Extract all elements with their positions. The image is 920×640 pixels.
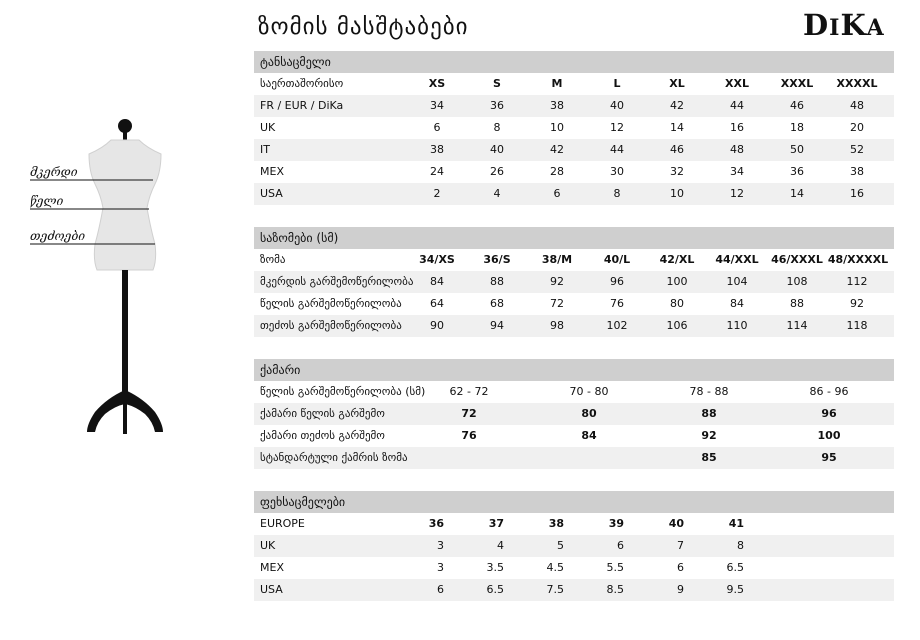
header-cell: XXXL	[780, 77, 814, 90]
shoes-section	[254, 491, 894, 601]
header-cell: 48/XXXXL	[827, 253, 889, 266]
table-cell: 24	[430, 165, 444, 178]
table-cell: 8	[493, 121, 501, 134]
table-cell: 28	[550, 165, 564, 178]
row-label: MEX	[260, 165, 284, 178]
header-cell: S	[493, 77, 501, 90]
brand-logo-k: K	[840, 8, 867, 42]
table-cell: 26	[490, 165, 504, 178]
table-cell: 48	[730, 143, 744, 156]
table-cell: 48	[850, 99, 864, 112]
table-cell: 52	[850, 143, 864, 156]
table-cell: 40	[610, 99, 624, 112]
table-cell: 8.5	[606, 583, 624, 596]
row-label: IT	[260, 143, 270, 156]
table-row	[254, 293, 894, 315]
row-label: USA	[260, 187, 283, 200]
table-row	[254, 183, 894, 205]
table-cell: 40	[668, 517, 684, 530]
table-cell: 92	[701, 429, 717, 442]
row-label: ქამარი წელის გარშემო	[260, 407, 385, 420]
section-title: საზომები (სმ)	[254, 227, 894, 249]
table-cell: 39	[608, 517, 624, 530]
table-row	[254, 139, 894, 161]
table-cell: 34	[730, 165, 744, 178]
table-row	[254, 579, 894, 601]
row-label: წელის გარშემოწერილობა	[260, 297, 402, 310]
table-row	[254, 403, 894, 425]
table-cell: 6	[617, 539, 624, 552]
table-cell: 94	[490, 319, 504, 332]
header-cell: 62 - 72	[449, 385, 489, 398]
row-label: UK	[260, 539, 276, 552]
table-row	[254, 117, 894, 139]
label-hips: თეძოები	[30, 229, 86, 243]
section-title: ქამარი	[254, 359, 894, 381]
table-cell: 98	[550, 319, 564, 332]
label-waist: წელი	[30, 194, 64, 208]
table-cell: 100	[817, 429, 841, 442]
table-cell	[554, 447, 624, 469]
table-cell: 95	[821, 451, 837, 464]
mannequin-neck-post	[123, 130, 127, 140]
table-cell: 6	[677, 561, 684, 574]
mannequin-torso	[89, 140, 161, 270]
table-cell: 36	[428, 517, 444, 530]
table-cell: 3	[437, 539, 444, 552]
table-cell: 68	[490, 297, 504, 310]
table-cell: 50	[790, 143, 804, 156]
header-cell: 70 - 80	[569, 385, 609, 398]
header-cell: M	[551, 77, 563, 90]
header-cell: 36/S	[483, 253, 511, 266]
table-cell: 36	[490, 99, 504, 112]
table-cell: 6.5	[726, 561, 744, 574]
table-cell: 34	[430, 99, 444, 112]
header-cell: 34/XS	[419, 253, 455, 266]
mannequin-stand-center	[123, 396, 127, 434]
table-cell: 80	[581, 407, 597, 420]
table-cell: 4	[493, 187, 501, 200]
table-cell: 8	[613, 187, 621, 200]
row-label: EUROPE	[260, 517, 305, 530]
table-cell: 96	[821, 407, 837, 420]
table-cell: 12	[730, 187, 744, 200]
header-cell: 46/XXXL	[771, 253, 823, 266]
table-cell: 76	[461, 429, 477, 442]
section-title: ტანსაცმელი	[254, 51, 894, 73]
row-label: ქამარი თეძოს გარშემო	[260, 429, 385, 442]
table-cell: 92	[550, 275, 564, 288]
row-label: სტანდარტული ქამრის ზომა	[260, 451, 408, 464]
table-cell: 42	[670, 99, 684, 112]
header-cell: 42/XL	[659, 253, 695, 266]
table-cell: 10	[550, 121, 564, 134]
table-cell: 118	[846, 319, 868, 332]
table-cell: 20	[850, 121, 864, 134]
table-cell: 12	[610, 121, 624, 134]
brand-logo-a: A	[866, 15, 885, 41]
table-cell: 30	[610, 165, 624, 178]
header-cell: 38/M	[541, 253, 573, 266]
table-cell: 64	[430, 297, 444, 310]
table-cell: 41	[728, 517, 744, 530]
table-cell: 5.5	[606, 561, 624, 574]
table-cell: 3	[437, 561, 444, 574]
brand-logo	[803, 8, 885, 42]
table-row	[254, 557, 894, 579]
clothing-section	[254, 51, 894, 205]
table-row	[254, 447, 894, 469]
table-cell: 38	[430, 143, 444, 156]
table-cell: 76	[610, 297, 624, 310]
table-cell: 85	[701, 451, 717, 464]
table-row	[254, 161, 894, 183]
table-cell: 2	[433, 187, 441, 200]
mannequin-illustration	[25, 112, 175, 442]
table-cell: 46	[670, 143, 684, 156]
row-label: FR / EUR / DiKa	[260, 99, 344, 112]
table-row	[254, 271, 894, 293]
table-cell: 36	[790, 165, 804, 178]
page-title: ზომის მასშტაბები	[258, 14, 469, 40]
table-cell: 16	[730, 121, 744, 134]
measurements-section	[254, 227, 894, 337]
table-cell: 44	[730, 99, 744, 112]
brand-logo-i: I	[829, 15, 841, 41]
table-cell: 5	[557, 539, 564, 552]
table-cell: 6	[437, 583, 444, 596]
table-cell: 7.5	[546, 583, 564, 596]
label-chest: მკერდი	[30, 165, 78, 179]
header-cell: L	[613, 77, 621, 90]
table-cell: 72	[461, 407, 477, 420]
mannequin-stand-left	[87, 390, 125, 432]
belt-section	[254, 359, 894, 469]
brand-logo-d: D	[803, 8, 830, 42]
header-cell: XXXXL	[836, 77, 878, 90]
table-cell: 6	[433, 121, 441, 134]
row-label: UK	[260, 121, 276, 134]
table-header-row	[254, 381, 894, 403]
row-label: MEX	[260, 561, 284, 574]
table-cell: 42	[550, 143, 564, 156]
table-cell: 96	[610, 275, 624, 288]
table-cell: 38	[550, 99, 564, 112]
table-cell: 104	[726, 275, 748, 288]
table-row	[254, 513, 894, 535]
table-cell: 16	[850, 187, 864, 200]
table-cell: 112	[846, 275, 868, 288]
table-cell: 8	[737, 539, 744, 552]
section-title: ფეხსაცმელები	[254, 491, 894, 513]
header-cell: 40/L	[603, 253, 631, 266]
header-cell: 44/XXL	[715, 253, 759, 266]
row-label: მკერდის გარშემოწერილობა	[260, 275, 414, 288]
row-label: საერთაშორისო	[260, 77, 344, 90]
header-cell: 78 - 88	[689, 385, 729, 398]
table-cell: 32	[670, 165, 684, 178]
table-cell: 84	[730, 297, 744, 310]
table-row	[254, 315, 894, 337]
row-label: თეძოს გარშემოწერილობა	[260, 319, 402, 332]
table-cell: 38	[548, 517, 564, 530]
table-cell: 38	[850, 165, 864, 178]
table-cell: 88	[701, 407, 717, 420]
table-header-row	[254, 249, 894, 271]
table-cell: 108	[786, 275, 808, 288]
table-cell: 10	[670, 187, 684, 200]
table-row	[254, 95, 894, 117]
table-cell: 84	[581, 429, 597, 442]
row-label: ზომა	[260, 253, 286, 266]
table-cell: 14	[790, 187, 804, 200]
table-cell: 92	[850, 297, 864, 310]
table-cell: 88	[790, 297, 804, 310]
table-cell: 72	[550, 297, 564, 310]
table-cell: 90	[430, 319, 444, 332]
table-cell: 18	[790, 121, 804, 134]
table-cell: 9	[677, 583, 684, 596]
row-label: USA	[260, 583, 283, 596]
header-cell: XXL	[725, 77, 749, 90]
table-cell: 3.5	[486, 561, 504, 574]
table-cell: 106	[666, 319, 688, 332]
table-cell: 40	[490, 143, 504, 156]
table-cell: 9.5	[726, 583, 744, 596]
mannequin-pole	[122, 270, 128, 400]
header-cell: XS	[428, 77, 446, 90]
table-cell: 4	[497, 539, 504, 552]
table-row	[254, 535, 894, 557]
table-cell: 110	[726, 319, 748, 332]
table-cell: 6	[553, 187, 561, 200]
table-cell: 102	[606, 319, 628, 332]
table-cell: 114	[786, 319, 808, 332]
table-cell: 4.5	[546, 561, 564, 574]
table-header-row	[254, 73, 894, 95]
table-row	[254, 425, 894, 447]
table-cell: 44	[610, 143, 624, 156]
table-cell: 84	[430, 275, 444, 288]
header-cell: 86 - 96	[809, 385, 849, 398]
table-cell: 6.5	[486, 583, 504, 596]
table-cell	[434, 447, 504, 469]
table-cell: 46	[790, 99, 804, 112]
table-cell: 100	[666, 275, 688, 288]
mannequin-stand-right	[125, 390, 163, 432]
header-cell: XL	[669, 77, 685, 90]
table-cell: 37	[488, 517, 504, 530]
table-cell: 80	[670, 297, 684, 310]
row-label: წელის გარშემოწერილობა (სმ)	[260, 385, 426, 398]
table-cell: 88	[490, 275, 504, 288]
table-cell: 14	[670, 121, 684, 134]
table-cell: 7	[677, 539, 684, 552]
